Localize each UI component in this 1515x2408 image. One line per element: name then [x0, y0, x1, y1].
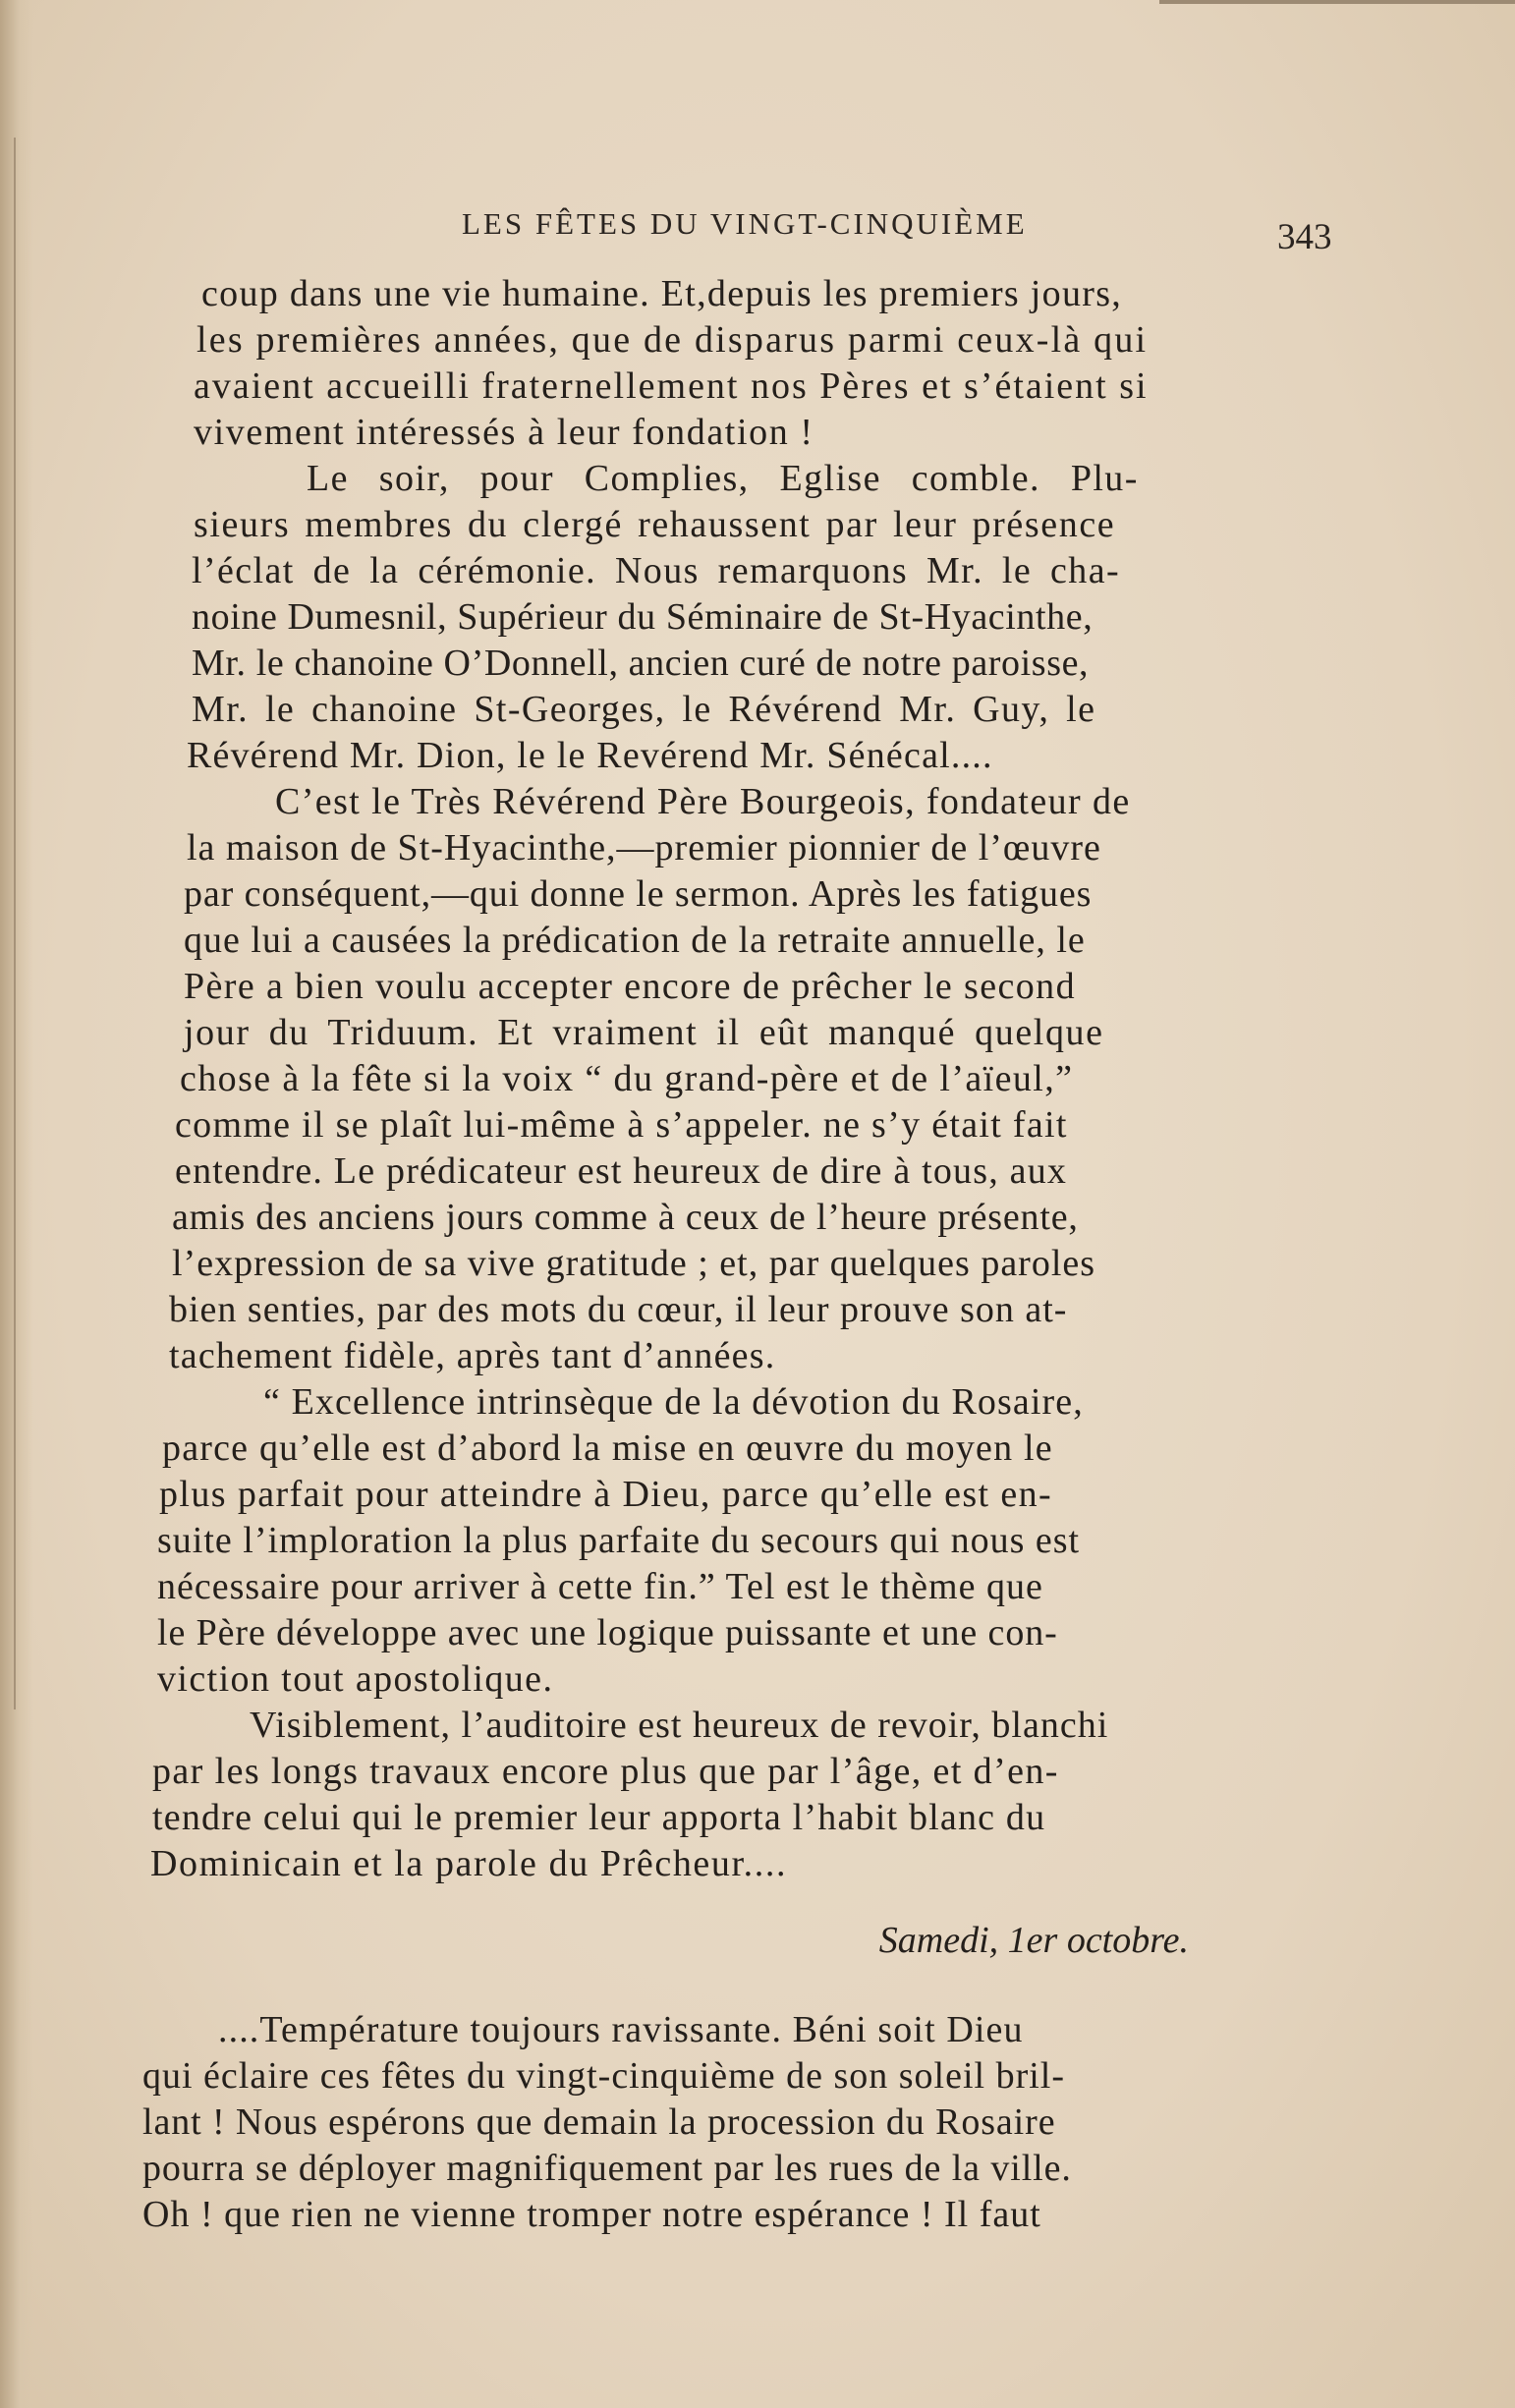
dateline: Samedi, 1er octobre.: [878, 1920, 1189, 1961]
text-line: les premières années, que de disparus parmi ceux-là qui: [196, 319, 1149, 361]
text-line: avaient accueilli fraternellement nos Pères et s’étaient si: [194, 365, 1149, 407]
text-line: par conséquent,—qui donne le sermon. Après les fatigues: [184, 873, 1093, 915]
text-line: sieurs membres du clergé rehaussent par leur présence: [194, 504, 1116, 545]
text-line: lant ! Nous espérons que demain la procession du Rosaire: [142, 2101, 1056, 2143]
text-line: Dominicain et la parole du Prêcheur....: [150, 1843, 788, 1884]
text-line: pourra se déployer magnifiquement par les rues de la ville.: [142, 2148, 1072, 2189]
page-edge: [1159, 0, 1515, 4]
text-line: jour du Triduum. Et vraiment il eût manqué quelque: [184, 1012, 1104, 1053]
text-line: Mr. le chanoine O’Donnell, ancien curé de notre paroisse,: [192, 643, 1090, 684]
text-line: nécessaire pour arriver à cette fin.” Tel est le thème que: [157, 1566, 1043, 1607]
text-line: suite l’imploration la plus parfaite du secours qui nous est: [157, 1520, 1081, 1561]
gutter-crease: [14, 138, 16, 1709]
text-line: tachement fidèle, après tant d’années.: [169, 1335, 776, 1376]
text-line: chose à la fête si la voix “ du grand-père et de l’aïeul,”: [180, 1058, 1074, 1099]
text-line: Visiblement, l’auditoire est heureux de revoir, blanchi: [250, 1705, 1109, 1746]
text-line: bien senties, par des mots du cœur, il leur prouve son at-: [169, 1289, 1068, 1330]
text-line: Révérend Mr. Dion, le le Revérend Mr. Sénécal....: [187, 735, 993, 776]
text-line: l’éclat de la cérémonie. Nous remarquons Mr. le cha-: [192, 550, 1121, 591]
page-number: 343: [1277, 217, 1332, 257]
text-line: qui éclaire ces fêtes du vingt-cinquième de son soleil bril-: [142, 2055, 1065, 2097]
text-line: vivement intéressés à leur fondation !: [194, 412, 814, 453]
text-line: par les longs travaux encore plus que par l’âge, et d’en-: [152, 1751, 1059, 1792]
text-line: que lui a causées la prédication de la retraite annuelle, le: [184, 920, 1086, 961]
text-line: comme il se plaît lui-même à s’appeler. ne s’y était fait: [175, 1104, 1068, 1146]
running-head: LES FÊTES DU VINGT-CINQUIÈME: [462, 206, 1028, 241]
text-line: ....Température toujours ravissante. Béni soit Dieu: [218, 2009, 1024, 2050]
text-line: Oh ! que rien ne vienne tromper notre espérance ! Il faut: [142, 2194, 1041, 2235]
text-line: parce qu’elle est d’abord la mise en œuvre du moyen le: [162, 1428, 1053, 1469]
text-line: plus parfait pour atteindre à Dieu, parce qu’elle est en-: [159, 1474, 1053, 1515]
text-line: C’est le Très Révérend Père Bourgeois, fondateur de: [275, 781, 1131, 822]
text-line: la maison de St-Hyacinthe,—premier pionnier de l’œuvre: [187, 827, 1101, 868]
text-line: viction tout apostolique.: [157, 1658, 554, 1700]
text-line: le Père développe avec une logique puissante et une con-: [157, 1612, 1058, 1653]
text-line: noine Dumesnil, Supérieur du Séminaire de St-Hyacinthe,: [192, 596, 1094, 638]
text-line: coup dans une vie humaine. Et,depuis les premiers jours,: [201, 273, 1123, 314]
text-line: tendre celui qui le premier leur apporta l’habit blanc du: [152, 1797, 1046, 1838]
page-header: [462, 206, 1346, 265]
text-line: Le soir, pour Complies, Eglise comble. Plu-: [307, 458, 1139, 499]
text-line: “ Excellence intrinsèque de la dévotion du Rosaire,: [263, 1381, 1084, 1423]
text-line: Mr. le chanoine St-Georges, le Révérend Mr. Guy, le: [192, 689, 1096, 730]
binding-gutter: [0, 0, 33, 2408]
text-line: entendre. Le prédicateur est heureux de dire à tous, aux: [175, 1150, 1068, 1192]
text-line: amis des anciens jours comme à ceux de l’heure présente,: [172, 1197, 1079, 1238]
text-line: Père a bien voulu accepter encore de prêcher le second: [184, 966, 1076, 1007]
text-line: l’expression de sa vive gratitude ; et, par quelques paroles: [172, 1243, 1096, 1284]
